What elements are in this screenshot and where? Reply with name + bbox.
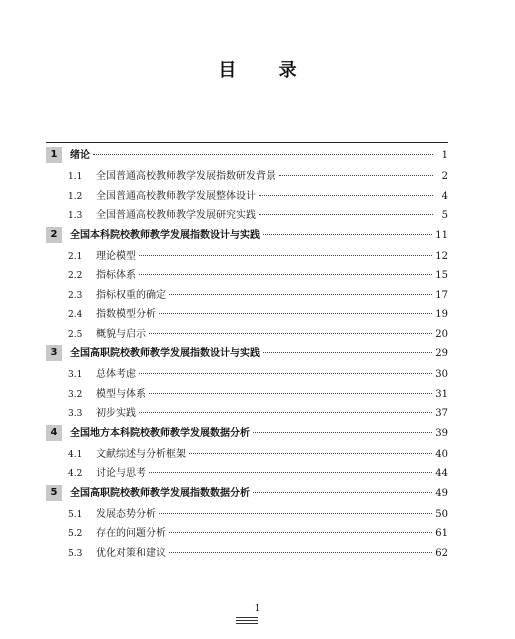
header-rule — [46, 142, 448, 143]
toc-section[interactable] — [46, 404, 448, 424]
section-title: 全国普通高校教师教学发展指数研发背景 — [96, 171, 276, 182]
section-title: 总体考虑 — [96, 369, 136, 380]
chapter-number-badge: 5 — [46, 485, 62, 501]
section-title: 文献综述与分析框架 — [96, 448, 186, 460]
page-number: 4 — [441, 190, 448, 202]
toc-section[interactable] — [46, 167, 448, 187]
toc-section[interactable] — [46, 305, 448, 325]
page-number: 1 — [441, 150, 448, 161]
page-number: 62 — [435, 547, 448, 559]
toc-chapter[interactable] — [46, 146, 448, 165]
chapter-number-badge: 4 — [46, 425, 62, 441]
leader-dots — [259, 208, 433, 215]
leader-dots — [149, 327, 432, 334]
toc-section[interactable] — [46, 247, 448, 267]
section-title: 全国普通高校教师教学发展整体设计 — [96, 190, 256, 202]
chapter-title: 全国高职院校教师教学发展指数数据分析 — [70, 487, 250, 499]
toc-section[interactable] — [46, 445, 448, 465]
table-of-contents — [46, 146, 448, 563]
footer-page-number: 1 — [254, 604, 261, 614]
toc-section[interactable] — [46, 266, 448, 286]
section-number: 1.1 — [68, 172, 83, 182]
leader-dots — [169, 526, 432, 533]
page-number: 12 — [435, 250, 448, 262]
leader-dots — [149, 387, 432, 394]
page-title: 目 录 — [218, 60, 315, 81]
toc-section[interactable] — [46, 544, 448, 564]
page-number: 11 — [435, 229, 448, 241]
section-number: 3.2 — [68, 389, 83, 400]
page-number: 2 — [441, 171, 448, 182]
toc-section[interactable] — [46, 187, 448, 207]
section-number: 5.3 — [68, 548, 83, 559]
section-title: 讨论与思考 — [96, 468, 146, 479]
section-number: 5.1 — [68, 509, 83, 520]
page-number: 40 — [435, 448, 448, 460]
section-number: 2.3 — [68, 290, 83, 301]
toc-section[interactable] — [46, 206, 448, 226]
leader-dots — [139, 406, 432, 413]
page-number: 50 — [435, 508, 448, 520]
section-number: 3.3 — [68, 409, 83, 419]
leader-dots — [189, 447, 432, 454]
page-number: 49 — [435, 487, 448, 499]
footer-ornament — [236, 617, 258, 626]
section-number: 2.2 — [68, 271, 83, 281]
page-number: 20 — [435, 328, 448, 340]
section-number: 2.1 — [68, 251, 83, 262]
section-title: 优化对策和建议 — [96, 547, 166, 559]
section-number: 3.1 — [68, 370, 83, 380]
page-number: 37 — [435, 408, 448, 419]
leader-dots — [169, 288, 432, 295]
leader-dots — [169, 546, 432, 553]
leader-dots — [263, 228, 432, 235]
leader-dots — [159, 307, 432, 314]
section-number: 4.1 — [68, 449, 83, 460]
page-number: 30 — [435, 369, 448, 380]
leader-dots — [259, 189, 433, 196]
leader-dots — [93, 148, 433, 155]
page-number: 5 — [441, 210, 448, 221]
section-number: 1.3 — [68, 211, 83, 221]
section-title: 指标体系 — [96, 270, 136, 281]
toc-section[interactable] — [46, 524, 448, 544]
toc-section[interactable] — [46, 365, 448, 385]
page-number: 29 — [435, 348, 448, 359]
chapter-number-badge: 2 — [46, 227, 62, 243]
toc-section[interactable] — [46, 505, 448, 525]
toc-section[interactable] — [46, 464, 448, 484]
leader-dots — [253, 486, 432, 493]
chapter-number-badge: 1 — [46, 147, 62, 163]
section-number: 4.2 — [68, 469, 83, 479]
chapter-title: 绪论 — [70, 150, 90, 161]
toc-chapter[interactable] — [46, 226, 448, 245]
toc-chapter[interactable] — [46, 484, 448, 503]
section-title: 理论模型 — [96, 250, 136, 262]
section-title: 存在的问题分析 — [96, 528, 166, 539]
leader-dots — [253, 426, 432, 433]
chapter-title: 全国地方本科院校教师教学发展数据分析 — [70, 427, 250, 439]
leader-dots — [139, 268, 432, 275]
section-title: 模型与体系 — [96, 388, 146, 400]
section-number: 2.5 — [68, 329, 83, 340]
leader-dots — [149, 466, 432, 473]
chapter-title: 全国本科院校教师教学发展指数设计与实践 — [70, 229, 260, 241]
page-number: 19 — [435, 309, 448, 320]
section-title: 初步实践 — [96, 408, 136, 419]
section-title: 指数模型分析 — [96, 309, 156, 320]
section-number: 5.2 — [68, 529, 83, 539]
leader-dots — [139, 249, 432, 256]
page-number: 31 — [435, 388, 448, 400]
leader-dots — [139, 367, 432, 374]
section-number: 1.2 — [68, 191, 83, 202]
chapter-title: 全国高职院校教师教学发展指数设计与实践 — [70, 348, 260, 359]
section-title: 指标权重的确定 — [96, 289, 166, 301]
toc-section[interactable] — [46, 325, 448, 345]
page-number: 39 — [435, 427, 448, 439]
page-number: 17 — [435, 289, 448, 301]
leader-dots — [263, 346, 432, 353]
leader-dots — [159, 507, 432, 514]
page-number: 61 — [435, 528, 448, 539]
toc-chapter[interactable] — [46, 424, 448, 443]
section-title: 概貌与启示 — [96, 328, 146, 340]
toc-section[interactable] — [46, 286, 448, 306]
section-number: 2.4 — [68, 310, 83, 320]
leader-dots — [279, 169, 433, 176]
section-title: 发展态势分析 — [96, 508, 156, 520]
toc-section[interactable] — [46, 385, 448, 405]
page-number: 15 — [435, 270, 448, 281]
section-title: 全国普通高校教师教学发展研究实践 — [96, 210, 256, 221]
page-number: 44 — [435, 468, 448, 479]
toc-chapter[interactable] — [46, 344, 448, 363]
chapter-number-badge: 3 — [46, 345, 62, 361]
